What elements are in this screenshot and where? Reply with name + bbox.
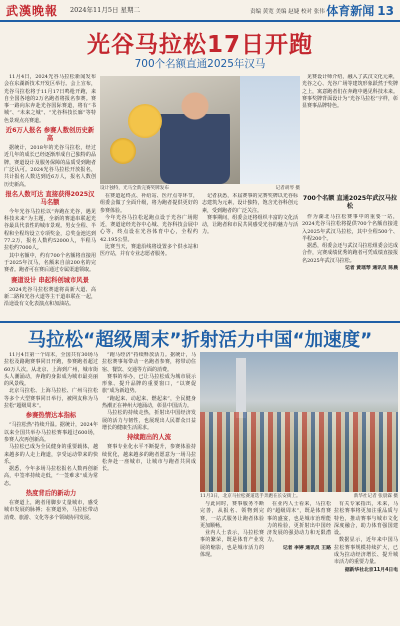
paragraph: 北京马拉松、上海马拉松、广州马拉松等多个大型赛事同日举行，被网友称为马拉松“超级周末”。: [4, 388, 98, 410]
photo-building: [236, 358, 246, 418]
paragraph: 其中名额中，约有700个名额将直接用于2025年汉马，名额来自前200名的完赛者。跑者可在赛后通过专属渠道领取。: [4, 252, 96, 274]
story1-column-e: [302, 74, 398, 192]
photo-person: [160, 84, 230, 184]
paragraph: 数据显示，近年来中国马拉松赛事规模持续扩大，已成为拉动经济增长、提升城市活力的重要力量。: [334, 537, 398, 566]
paragraph: 记者获悉，本届赛事的完赛奖牌以光谷标志建筑为元素，设计独特，饱含光谷科创元素，受到跑者的广泛关注。: [202, 193, 298, 214]
paragraph: 今年光谷马拉松以“奔跑在光谷，遇见科技未来”为主题，全新的赛道串联起光谷最具代表性的城市景观。男女全程、半程和全程均设立专项奖金，总奖金池达到77.2万，报名人数约52000人，半程马拉松约7000人。: [4, 208, 96, 252]
story1-column-d: [202, 193, 298, 319]
paragraph: 与此同时，赛事服务不断完善，从报名、领物到完赛，一站式服务让跑者体验更加顺畅。: [200, 501, 264, 529]
page-number: 13: [377, 4, 394, 18]
photo-credit: 新华社记者 张晨霖 摄: [353, 494, 398, 499]
paragraph: 马拉松已成为全民健身的重要载体，越来越多的人走上跑道，享受运动带来的快乐。: [4, 444, 98, 465]
caption-text: 11月3日，北京马拉松赛道选手奔跑在长安街上。: [200, 494, 301, 499]
issue-date: 2024年11月5日 星期二: [70, 6, 141, 14]
paragraph: 在赛道上，跑者用脚步丈量城市，感受城市发展的脉搏；在赛道外，马拉松带动消费、旅游、文化等多个领域协同发展。: [4, 500, 98, 521]
photo-runners: [200, 412, 398, 492]
paragraph: 据统计，2018年的光谷马拉松，经过近几年的成长已经逐渐形成自己独特的品牌，赛道设计及服务保障的品质受到跑者广泛认可。2024光谷马拉松开放报名，共计报名人数达到近6万人，报名人数创历史新高。: [4, 145, 96, 188]
medal-icon: [128, 104, 162, 138]
byline: 据新华社北京11月4日电: [344, 567, 398, 573]
paragraph: 赛事期间，组委会还将组织丰富的文化活动，让跑者和市民共同感受光谷的魅力与活力。: [202, 214, 298, 236]
paragraph: “跑马经济”持续释放活力。据统计，马拉松赛事每带动一名跑者参赛，将带动住宿、餐饮、交通等方面的消费。: [102, 352, 196, 373]
paragraph: 见赛设计师介绍，融入了武汉文化元素，光谷之心、光谷广场等建筑形象跃然于奖牌之上，寓意跑者们在奔跑中遇见科技未来。赛事奖牌背面设计为“光谷马拉松”字样，彰显赛事品牌特色。: [302, 74, 398, 110]
paragraph: 有关专家指出，未来，马拉松赛事将更加注重品质与特色，推动赛事与城市文化深度融合，助力体育强国建设。: [334, 501, 398, 537]
section-divider: [0, 321, 400, 323]
story2-photo-caption: [200, 493, 398, 499]
photo-credit: 记者胡琴 摄: [275, 186, 300, 191]
story1-sidehead-2: 报名人数可达 直接获得2025汉马名额: [5, 190, 95, 206]
medal-photo: [100, 76, 300, 184]
story2-column-d: [267, 501, 331, 622]
paragraph: 11月4日第一个周末，全国共有30场马拉松及路跑赛事同日开跑，参赛跑者超过60万人次。从北京、上海到广州，城市街头人潮涌动，奔跑的身影成为城市最亮丽的风景线。: [4, 352, 98, 388]
paragraph: 2024光谷马拉松赛道将高新大道、高新二路和光谷大道等主干道串联在一起，沿途设有文化表演点和加油站。: [4, 286, 96, 308]
paragraph: “马拉松热”持续升温。据统计，2024年以来全国共举办马拉松赛事超过600场，参赛人次再创新高。: [4, 422, 98, 443]
paragraph: 今年光谷马拉松起跑点设于光谷广场附近，赛道途经光谷中心城、光谷科技会展中心等，终点设在光谷体育中心，全程约42.195公里。: [100, 214, 198, 243]
byline: 记者 李婷 通讯员 王路: [282, 545, 331, 551]
story2-column-a: [4, 352, 98, 622]
medal-icon: [110, 138, 136, 164]
story1-sidehead-3: 赛道设计 串起科创城市风景: [11, 276, 89, 284]
paragraph: “跑起来、动起来、燃起来”，全民健身热潮正在神州大地涌动，彰显中国活力。: [102, 395, 196, 410]
paragraph: 比赛当天，赛道沿线将设置多个供水站和医疗站，并有专业志愿者服务。: [100, 244, 198, 258]
story1-column-c: [100, 193, 198, 319]
paragraph: 11月4日，2024光谷马拉松新闻发布会在东湖新技术开发区举行。会上宣布，光谷马拉松将于11月17日鸣枪开跑，来自全国各地的2万名跑者将报名参赛。赛事一路向东奔赴光谷国际赛道，将有“书城”、“未来之城”、“光谷科技长廊”等特色景观点亮赛道。: [4, 74, 96, 124]
paragraph: 赛事专业化水平不断提升，参赛体验持续优化，越来越多的跑者愿意为一场马拉松奔赴一座城市，让城市与跑者共同成长。: [102, 444, 196, 473]
section-title: 体育新闻 13: [326, 4, 394, 18]
story1-box-title: 700个名额 直通2025年武汉马拉松: [302, 195, 398, 210]
story1-headline: 光谷马拉松17日开跑: [86, 32, 313, 58]
story1-column-f: [302, 214, 398, 319]
story2-column-b: [102, 352, 196, 622]
paragraph: 业内人士表示，马拉松赛事的繁荣，既是体育产业发展的缩影，也是城市活力的体现。: [200, 530, 264, 559]
photo-background: [240, 76, 300, 184]
story2-sidehead-1: 参赛热情达本指标: [25, 412, 77, 420]
newspaper-logo: 武漢晚報: [6, 4, 59, 18]
paragraph: 赛事的举办，已让马拉松成为城市展示形象、提升品牌的重要窗口，“以赛促旅”成为新趋势。: [102, 373, 196, 395]
masthead: [0, 0, 400, 22]
paragraph: 马拉松的持续走热，折射出中国经济发展的活力与韧性，也展现出人民群众日益增长的健康生活需求。: [102, 410, 196, 431]
story2-column-e: [334, 501, 398, 622]
story1-column-a: [4, 74, 96, 318]
story1-sidehead-1: 近6万人报名 参赛人数创历史新高: [5, 127, 95, 143]
editor-credits: 责编 黄宽 美编 赵婕 校对 张伟: [250, 9, 325, 15]
paragraph: 据悉，组委会还与武汉马拉松组委会达成合作，完赛成绩优秀的跑者可凭成绩直接报名2025年武汉马拉松。: [302, 243, 398, 264]
byline: 记者 黄瑶琴 通讯员 陈晨: [345, 266, 398, 272]
story2-sidehead-3: 持续跑出的人流: [126, 434, 172, 442]
story2-sidehead-2: 热度背后的新动力: [25, 490, 77, 498]
paragraph: 在业内人士看来，马拉松的“超级周末”，既是体育赛事的盛宴，也是城市治理能力的检验，更折射出中国经济发展的强劲动力和无限潜力。: [267, 501, 331, 544]
paragraph: 据悉，今年多场马拉松报名人数再创新高，中签率持续走低，“一签难求”成为常态。: [4, 466, 98, 487]
marathon-photo: [200, 352, 398, 492]
story1-photo-caption: [100, 185, 300, 191]
story2-headline: 马拉松“超级周末”折射活力中国“加速度”: [27, 330, 373, 351]
story1-subhead: 700个名额直通2025年汉马: [134, 58, 266, 70]
caption-text: 设计独特，光马全新完赛奖牌发布: [100, 186, 169, 191]
paragraph: 作为湖北马拉松赛事中的重要一站，2024光谷马拉松将提供700个名额直接进入2025年武汉马拉松，其中全程500个、半程200个。: [302, 214, 398, 242]
paragraph: 在赛道起终点、补给站、医疗点等环节，组委会做了全面升级，将为跑者提供更好的参赛体验。: [100, 193, 198, 214]
story2-column-c: [200, 501, 264, 622]
